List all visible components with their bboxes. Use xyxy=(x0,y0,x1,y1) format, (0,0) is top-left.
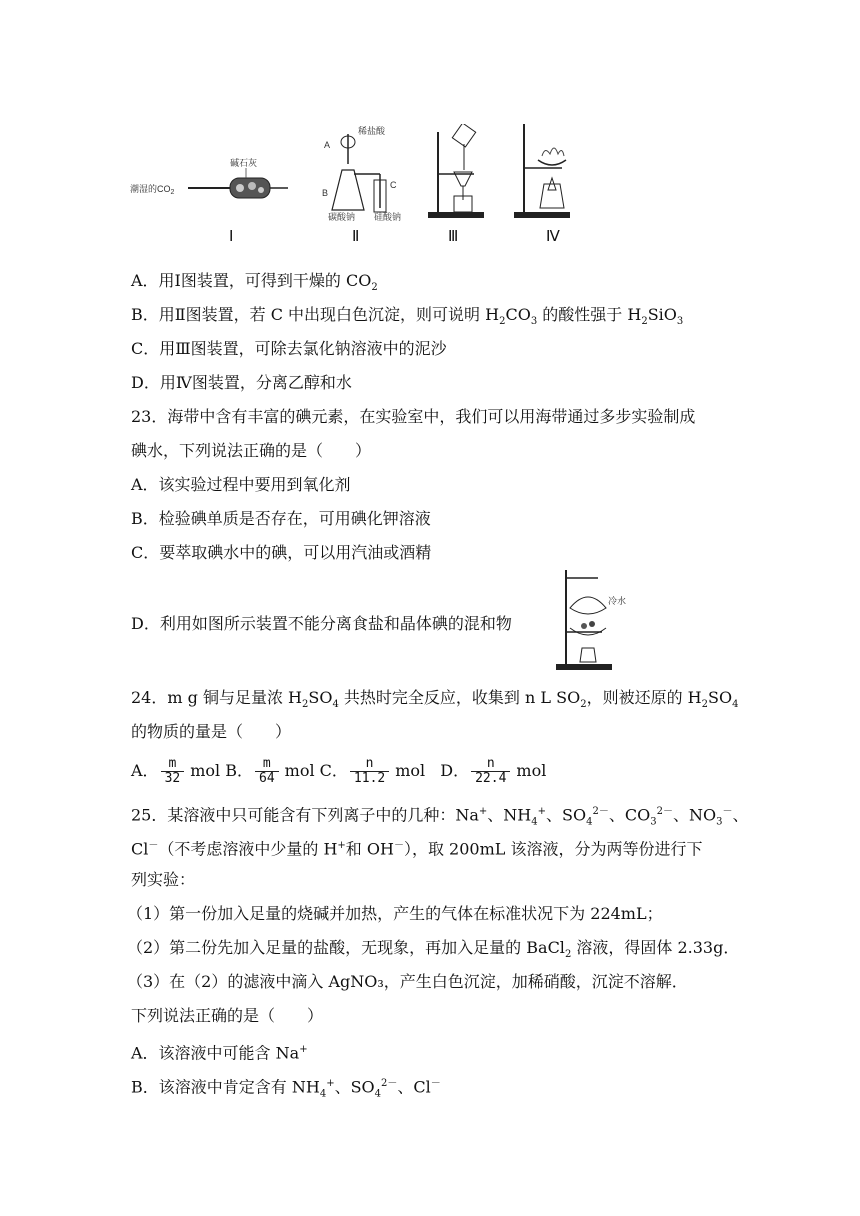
fig2-c-label: C xyxy=(390,180,397,190)
fraction-c: $\frac{n}{11.2}$ xyxy=(350,757,389,786)
q23-option-c: C．要萃取碘水中的碘，可以用汽油或酒精 xyxy=(131,543,432,562)
figure-caption-4: Ⅳ xyxy=(546,229,560,245)
q25-experiment-3: （3）在（2）的滤液中滴入 AgNO₃，产生白色沉淀，加稀硝酸，沉淀不溶解． xyxy=(127,972,688,991)
cold-water-label: 冷水 xyxy=(608,596,627,606)
q22-option-a: A．用Ⅰ图装置，可得到干燥的 $CO_2$ xyxy=(131,271,378,294)
figure-caption-3: Ⅲ xyxy=(448,229,459,245)
apparatus-figure-3 xyxy=(428,124,498,222)
q25-option-a: A．该溶液中可能含 Na+ xyxy=(131,1043,308,1063)
figure-caption-2: Ⅱ xyxy=(352,229,360,245)
q25-stem-line1: 25．某溶液中只可能含有下列离子中的几种：Na+、$NH_4^+$、$SO_4^{2-}$、$CO_3^{2-}$、$NO_3^-$、 xyxy=(131,805,749,828)
q24-stem-line2: 的物质的量是（ ） xyxy=(131,722,292,741)
q24-options: A． $\frac{m}{32}$ mol B． $\frac{m}{64}$ mol C． $\frac{n}{11.2}$ mol D． $\frac{n}{22.4}$ mol xyxy=(131,756,547,786)
q23-option-b: B．检验碘单质是否存在，可用碘化钾溶液 xyxy=(131,509,431,528)
q22-option-b: B．用Ⅱ图装置，若 C 中出现白色沉淀，则可说明 $H_2CO_3$ 的酸性强于 $H_2SiO_3$ xyxy=(131,305,684,328)
q25-stem-line2: Cl－（不考虑溶液中少量的 H+和 OH－），取 200mL 该溶液，分为两等份进行下 xyxy=(131,839,703,859)
fraction-d: $\frac{n}{22.4}$ xyxy=(471,757,510,786)
q25-option-b: B．该溶液中肯定含有 $NH_4^+$、$SO_4^{2-}$、Cl－ xyxy=(131,1077,441,1100)
apparatus-figure-2 xyxy=(318,122,418,222)
sublimation-apparatus xyxy=(548,568,628,674)
q23-option-d: D．利用如图所示装置不能分离食盐和晶体碘的混和物 xyxy=(131,614,512,633)
fraction-a: $\frac{m}{32}$ xyxy=(161,757,185,786)
q22-option-d: D．用Ⅳ图装置，分离乙醇和水 xyxy=(131,373,352,392)
fig2-top-label: 稀盐酸 xyxy=(358,126,386,136)
q25-stem-line4: 下列说法正确的是（ ） xyxy=(131,1006,324,1025)
fig2-left-label: 碳酸钠 xyxy=(328,212,356,222)
q23-stem-line2: 碘水，下列说法正确的是（ ） xyxy=(131,441,372,460)
apparatus-figure-4 xyxy=(514,122,584,222)
q22-option-c: C．用Ⅲ图装置，可除去氯化钠溶液中的泥沙 xyxy=(131,339,447,358)
q24-stem-line1: 24．m g 铜与足量浓 $H_2SO_4$ 共热时完全反应，收集到 n L $SO_2$，则被还原的 $H_2SO_4$ xyxy=(131,688,739,711)
q25-experiment-2: （2）第二份先加入足量的盐酸，无现象，再加入足量的 BaCl$_2$ 溶液，得固体 2.33g． xyxy=(127,938,740,961)
fraction-b: $\frac{m}{64}$ xyxy=(255,757,279,786)
fig2-right-label: 硅酸钠 xyxy=(374,212,402,222)
apparatus-figure-1 xyxy=(130,150,290,210)
fig2-b-label: B xyxy=(322,188,329,198)
q23-stem-line1: 23．海带中含有丰富的碘元素，在实验室中，我们可以用海带通过多步实验制成 xyxy=(131,407,696,426)
q23-option-a: A．该实验过程中要用到氧化剂 xyxy=(131,475,351,494)
fig1-gas-label: 潮湿的$CO_2$ xyxy=(130,184,175,196)
q25-experiment-1: （1）第一份加入足量的烧碱并加热，产生的气体在标准状况下为 224mL； xyxy=(127,904,663,923)
fig1-absorbent-label: 碱石灰 xyxy=(230,158,258,168)
fig2-a-label: A xyxy=(324,140,331,150)
q25-stem-line3: 列实验： xyxy=(131,870,196,889)
figure-caption-1: Ⅰ xyxy=(229,229,234,245)
